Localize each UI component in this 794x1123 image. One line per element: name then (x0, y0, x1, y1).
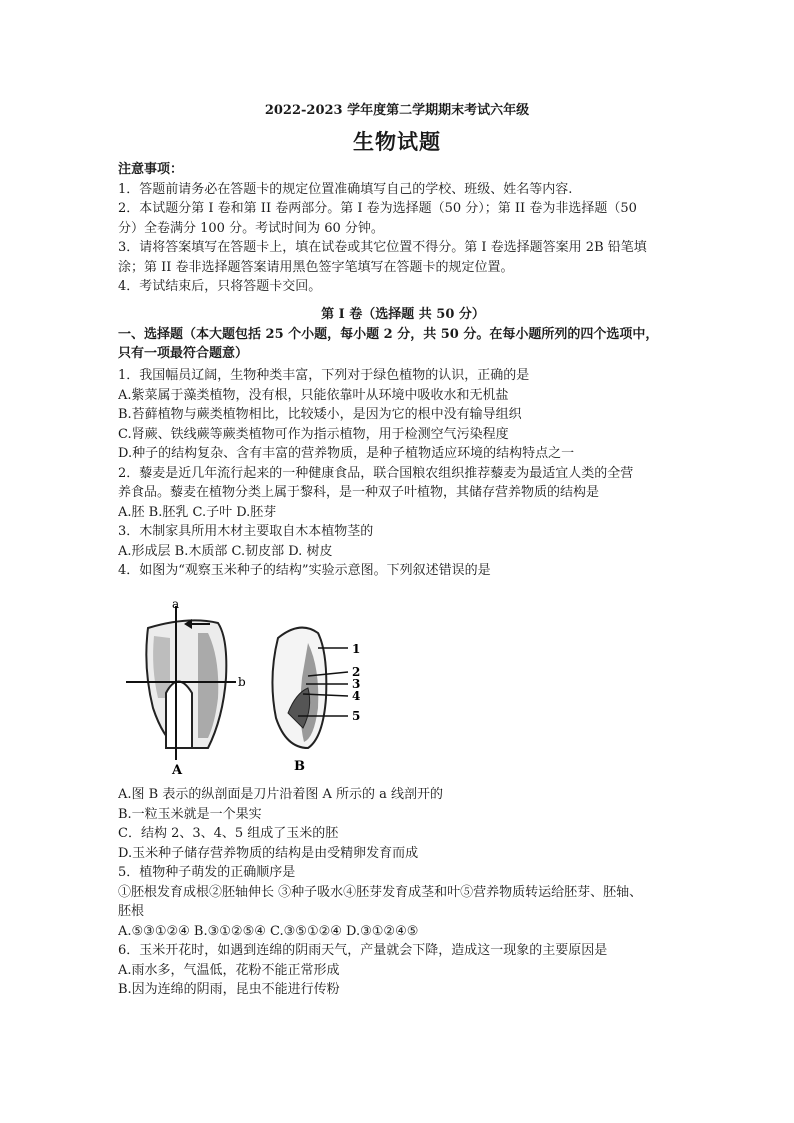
label-b: b (238, 675, 246, 689)
seed-b-outline (272, 628, 326, 748)
part-label: 5 (352, 709, 361, 723)
question-line: A.胚 B.胚乳 C.子叶 D.胚芽 (118, 504, 277, 520)
question-line: 6．玉米开花时，如遇到连绵的阴雨天气，产量就会下降，造成这一现象的主要原因是 (118, 943, 608, 958)
question-line: B.苔藓植物与蕨类植物相比，比较矮小，是因为它的根中没有输导组织 (118, 407, 522, 422)
question-line: 4．如图为“观察玉米种子的结构”实验示意图。下列叙述错误的是 (118, 563, 491, 578)
question-line: A.图 B 表示的纵剖面是刀片沿着图 A 所示的 a 线剖开的 (118, 787, 444, 802)
question-line: 3．木制家具所用木材主要取自木本植物茎的 (118, 524, 374, 539)
notice-line: 分）全卷满分 100 分。考试时间为 60 分钟。 (118, 220, 384, 236)
question-line: 2．藜麦是近几年流行起来的一种健康食品，联合国粮农组织推荐藜麦为最适宜人类的全营 (118, 465, 634, 481)
notice-line: 4．考试结束后，只将答题卡交回。 (118, 279, 322, 294)
notice-line: 2．本试题分第 I 卷和第 II 卷两部分。第 I 卷为选择题（50 分）；第 II 卷为非选择题（50 (118, 201, 637, 216)
question-line: D.种子的结构复杂、含有丰富的营养物质，是种子植物适应环境的结构特点之一 (118, 446, 575, 461)
question-line: A.形成层 B.木质部 C.韧皮部 D. 树皮 (118, 543, 333, 559)
notice-section (118, 160, 688, 297)
section1-instruction: 只有一项最符合题意） (118, 346, 249, 361)
exam-title: 生物试题 (353, 129, 441, 154)
notice-line: 1．答题前请务必在答题卡的规定位置准确填写自己的学校、班级、姓名等内容. (118, 181, 573, 197)
question-line: C.肾蕨、铁线蕨等蕨类植物可作为指示植物，用于检测空气污染程度 (118, 426, 509, 442)
question-line: B.一粒玉米就是一个果实 (118, 806, 262, 822)
part-label: 3 (352, 677, 361, 691)
questions-top (118, 366, 688, 581)
section1-instruction: 一、选择题（本大题包括 25 个小题，每小题 2 分，共 50 分。在每小题所列的四个选项中， (118, 326, 659, 342)
caption-b: B (294, 759, 305, 774)
question-line: 1．我国幅员辽阔，生物种类丰富，下列对于绿色植物的认识，正确的是 (118, 368, 530, 383)
corn-seed-diagram (118, 598, 378, 780)
label-a: a (172, 598, 180, 611)
question-line: D.玉米种子储存营养物质的结构是由受精卵发育而成 (118, 845, 419, 861)
notice-line: 3．请将答案填写在答题卡上，填在试卷或其它位置不得分。第 I 卷选择题答案用 2B 铅笔填 (118, 240, 647, 255)
section1 (118, 305, 688, 364)
section1-title: 第 I 卷（选择题 共 50 分） (321, 307, 485, 322)
question-line: 胚根 (118, 904, 145, 919)
question-line: A.雨水多，气温低，花粉不能正常形成 (118, 962, 340, 978)
question-line: B.因为连绵的阴雨，昆虫不能进行传粉 (118, 982, 340, 997)
question-line: 5．植物种子萌发的正确顺序是 (118, 865, 296, 880)
questions-bottom (118, 785, 688, 1000)
question-line: C．结构 2、3、4、5 组成了玉米的胚 (118, 826, 339, 841)
part-label: 4 (352, 689, 361, 703)
question-line: A.紫菜属于藻类植物，没有根，只能依靠叶从环境中吸收水和无机盐 (118, 387, 509, 403)
notice-line: 涂；第 II 卷非选择题答案请用黑色签字笔填写在答题卡的规定位置。 (118, 259, 514, 275)
seed-a-embryo (166, 682, 192, 749)
part-label: 1 (352, 642, 361, 656)
question-line: ①胚根发育成根②胚轴伸长 ③种子吸水④胚芽发育成茎和叶⑤营养物质转运给胚芽、胚轴、 (118, 884, 643, 900)
exam-supertitle: 2022-2023 学年度第二学期期末考试六年级 (264, 103, 530, 118)
question-line: 养食品。藜麦在植物分类上属于黎科，是一种双子叶植物，其储存营养物质的结构是 (118, 485, 600, 500)
notice-heading: 注意事项： (118, 162, 184, 177)
question-line: A.⑤③①②④ B.③①②⑤④ C.③⑤①②④ D.③①②④⑤ (118, 923, 419, 939)
part-label: 2 (352, 665, 361, 679)
corn-seed-figure (118, 598, 378, 780)
caption-a: A (172, 763, 183, 778)
